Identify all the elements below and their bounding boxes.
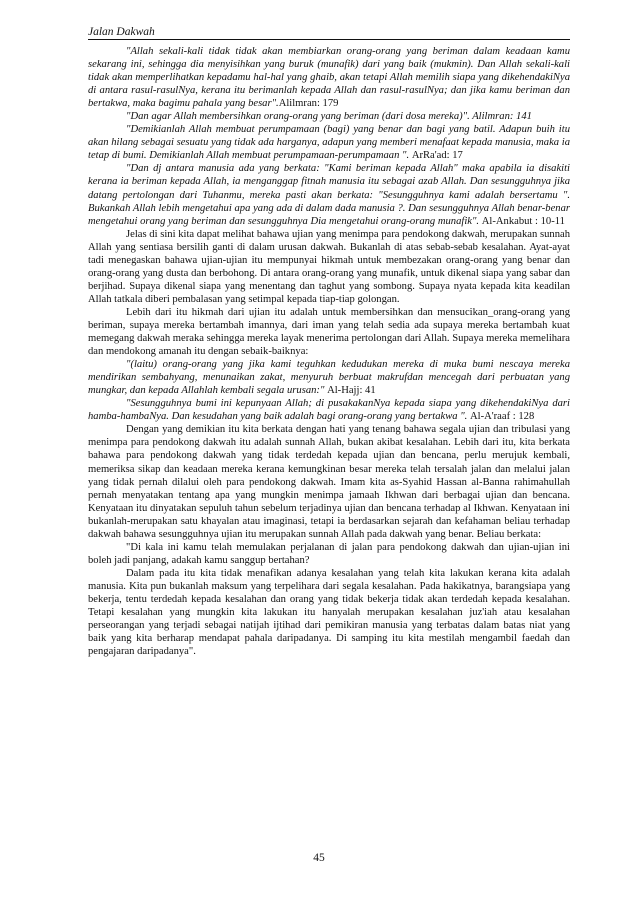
- quote-source: Al-Ankabut : 10-11: [481, 215, 565, 227]
- quote-source: Al-A'raaf : 128: [469, 411, 535, 423]
- body-paragraph: Lebih dari itu hikmah dari ujian itu adalah untuk membersihkan dan mensucikan_orang-orang yang beriman, supaya mereka bertambah imannya, dari iman yang telah sedia ada supaya mereka bertambah kuat memegang dakwah meraka sehingga mereka layak menerima pertolongan dari Allah. Supaya mereka memelihara dan mendokong amanah itu dengan sebaik-baiknya:: [88, 306, 570, 358]
- quote-paragraph: "Di kala ini kamu telah memulakan perjalanan di jalan para pendokong dakwah dan ujian-ujian ini boleh jadi panjang, adakah kamu sanggup bertahan?: [88, 541, 570, 566]
- quote-source: ArRa'ad: 17: [411, 150, 463, 162]
- quote-text: "(laitu) orang-orang yang jika kami teguhkan kedudukan mereka di muka bumi nescaya mereka mendirikan sembahyang, menunaikan zakat, menyuruh berbuat makrufdan mencegah dari perbuatan yang mungkar, dan kepada Allahlah kembali segala urusan:": [88, 359, 570, 397]
- quote-paragraph: [88, 123, 570, 162]
- page-number: 45: [313, 852, 325, 864]
- document-page: [88, 26, 570, 658]
- quote-source: Al-Hajj: 41: [327, 385, 376, 397]
- quote-paragraph: [88, 162, 570, 227]
- quote-text: "Dan agar Allah membersihkan orang-orang yang beriman (dari dosa mereka)". Alilmran: 141: [126, 111, 532, 123]
- quote-paragraph: [88, 110, 570, 123]
- body-paragraph: Dalam pada itu kita tidak menafikan adanya kesalahan yang telah kita lakukan kerana kita adalah manusia. Kita pun bukanlah maksum yang terpelihara dari segala kesalahan. Pada hakikatnya, barangsiapa yang bekerja, tentu terdedah kepada kesalahan dan orang yang tidak bekerja tidak akan terdedah kepada kesalahan. Tetapi kesalahan yang mungkin kita lakukan itu hanyalah merupakan kesalahan juz'iah atau kesalahan perseorangan yang terjadi sebagai natijah ijtihad dari pemikiran manusia yang terbatas dalam batas niat yang baik yang kita berharap mendapat pahala daripadanya. Di samping itu kita mestilah mengambil faedah dan pengajaran daripadanya".: [88, 567, 570, 658]
- quote-text: "Sesungguhnya bumi ini kepunyaan Allah; di pusakakanNya kepada siapa yang dikehendakiNya dari hamba-hambaNya. Dan kesudahan yang baik adalah bagi orang-orang yang bertakwa ".: [88, 398, 570, 423]
- quote-paragraph: [88, 358, 570, 397]
- quote-text: "Dan dj antara manusia ada yang berkata: "Kami beriman kepada Allah" maka apabila ia disakiti kerana ia beriman kepada Allah, ia menganggap fitnah manusia itu sebagai azab Allah. Dan sesungguhnya jika datang pertolongan dari Tuhanmu, mereka pasti akan berkata: "Sesungguhnya kami adalah bersertamu ". Bukankah Allah lebih mengetahui apa yang ada di dalam dada manusia ?. Dan sesungguhnya Allah benar-benar mengetahui orang yang beriman dan sesungguhnya Dia mengetahui orang-orang munafik".: [88, 163, 570, 227]
- quote-text: "Demikianlah Allah membuat perumpamaan (bagi) yang benar dan bagi yang batil. Adapun buih itu akan hilang sebagai sesuatu yang tidak ada harganya, adapun yang memberi menafaat kepada manusia, maka ia tetap di bumi. Demikianlah Allah membuat perumpamaan-perumpamaan ".: [88, 124, 570, 162]
- running-header: Jalan Dakwah: [88, 26, 570, 40]
- quote-source: Alilmran: 179: [278, 98, 339, 110]
- quote-paragraph: [88, 397, 570, 423]
- body-paragraph: Dengan yang demikian itu kita berkata dengan hati yang tenang bahawa segala ujian dan tribulasi yang menimpa para pendokong dakwah itu adalah sunnah Allah, bukan akibat kesalahan. Lebih dari itu, kita berkata bahawa para pendokong dakwah yang tidak terdedah kepada ujian dan bencana, perlu merujuk kembali, memeriksa sikap dan keadaan mereka kerana kemungkinan besar mereka telah tersalah jalan dan melalui jalan yang tidak pernah dilalui oleh para pendokong dakwah. Imam kita as-Syahid Hassan al-Banna rahimahullah pernah menyatakan tentang apa yang mungkin menimpa jamaah Ikhwan dari berbagai ujian dan bencana. Kenyataan itu dinyatakan sepuluh tahun sebelum terjadinya ujian dan bencana terhadap al Ikhwan. Kenyataan ini bukanlah-merupakan satu khayalan atau imaginasi, tetapi ia berdasarkan sejarah dan kefahaman beliau terhadap dakwah bahawa sesungguhnya ujian itu merupakan sunnah Allah pada dakwah yang benar. Beliau berkata:: [88, 424, 570, 540]
- body-paragraph: Jelas di sini kita dapat melihat bahawa ujian yang menimpa para pendokong dakwah, merupakan sunnah Allah yang sentiasa bersilih ganti di dalam urusan dakwah. Bukanlah di atas sebab-sebab kesalahan. Ayat-ayat tadi menegaskan bahawa ujian-ujian itu mempunyai hikmah untuk membezakan orang-orang yang benar dan orang-orang yang dusta dan berbohong. Di antara orang-orang yang munafik, untuk dikenal siapa yang sabar dan berjihad. Supaya dikenal siapa yang menentang dan taghut yang sombong. Supaya nyata kepada kita keadilan Allah tatkala diberi pembalasan yang setimpal kepada tiap-tiap golongan.: [88, 228, 570, 305]
- quote-text: "Allah sekali-kali tidak tidak akan membiarkan orang-orang yang beriman dalam keadaan kamu sekarang ini, sehingga dia menyisihkan yang buruk (munafik) dari yang baik (mukmin). Dan Allah sekali-kali tidak akan memperlihatkan kepadamu hal-hal yang ghaib, akan tetapi Allah memilih siapa yang dikehendakiNya di antara rasul-rasulNya, kerana itu berimanlah kepada Allah dan rasul-rasulNya; dan jika kamu beriman dan bertakwa, maka bagimu pahala yang besar".: [88, 46, 570, 110]
- quote-paragraph: [88, 45, 570, 110]
